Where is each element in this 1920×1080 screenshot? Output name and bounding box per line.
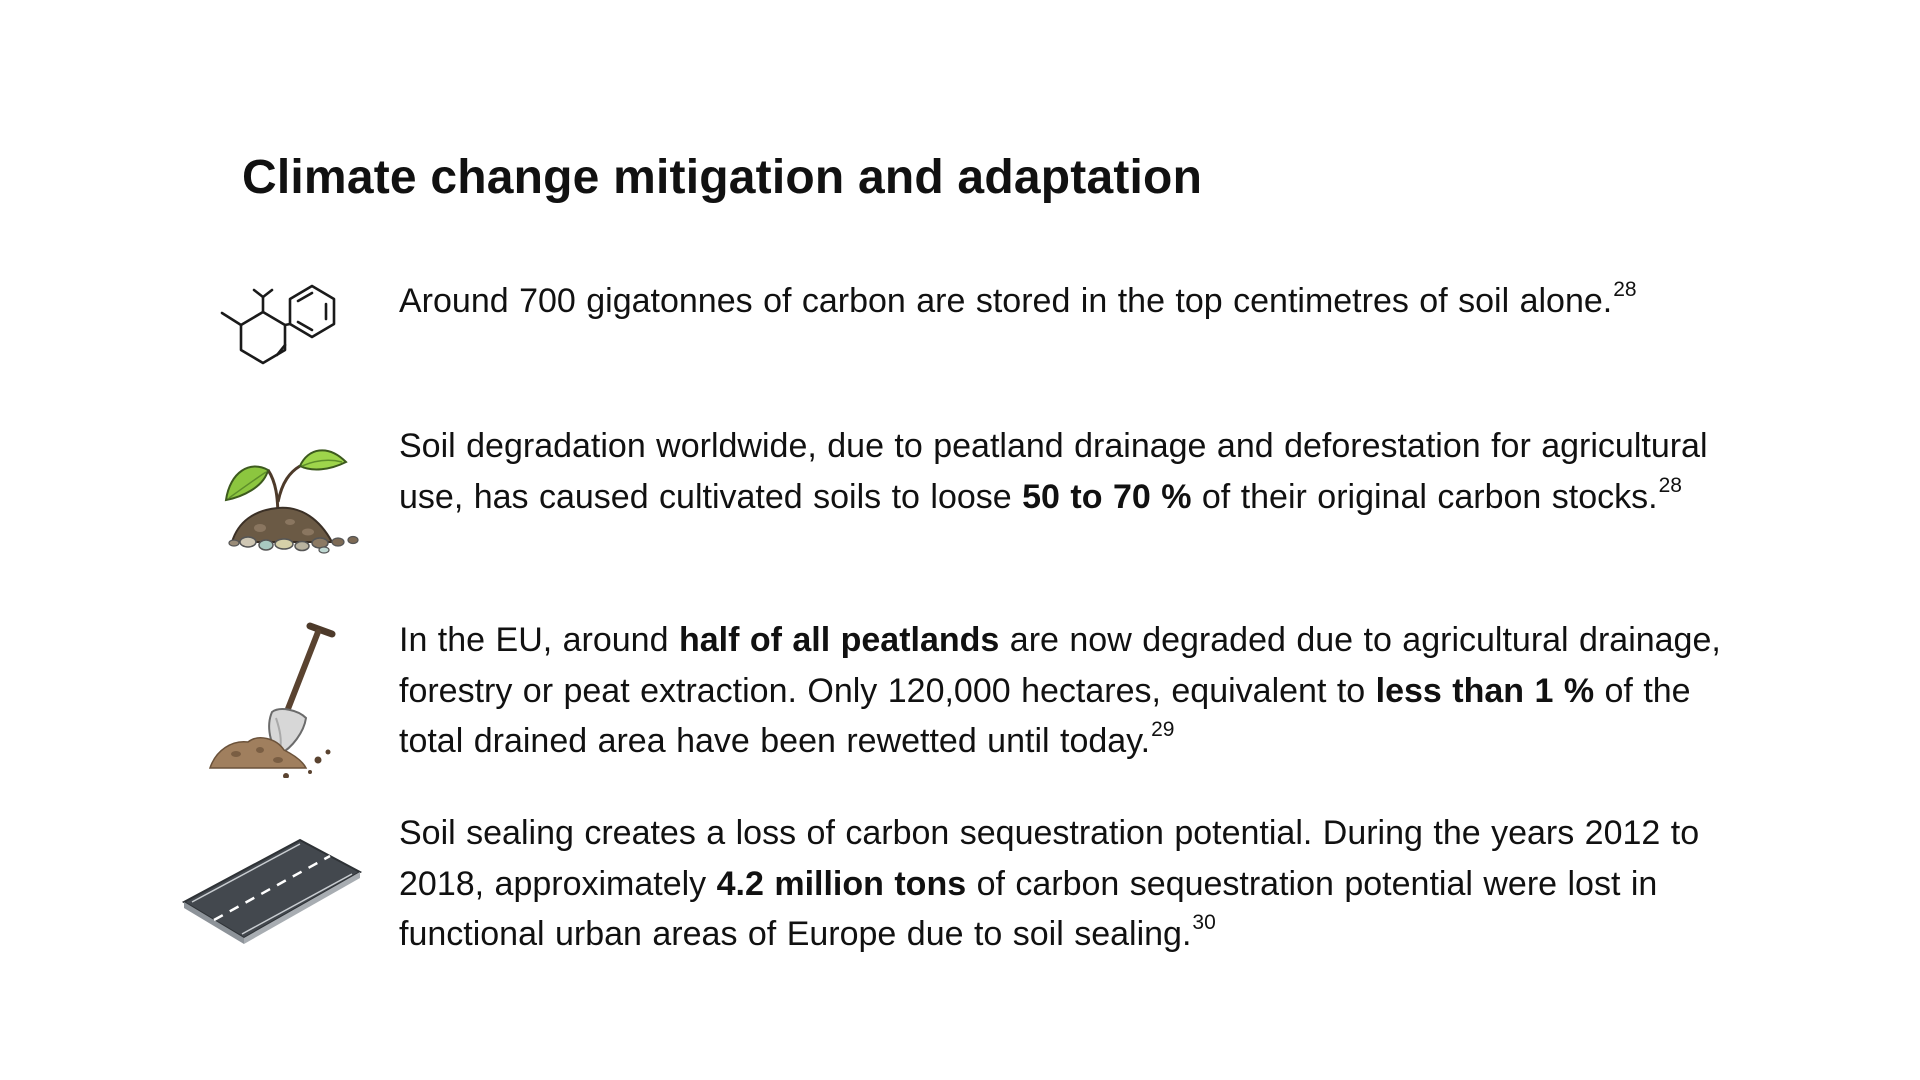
fact-text: In the EU, around [399,621,679,659]
highlight-value: 50 to 70 % [1022,477,1192,516]
road-icon [182,838,364,948]
page-title: Climate change mitigation and adaptation [242,151,1203,204]
fact-text: of their original carbon stocks. [1191,477,1658,516]
seedling-soil-icon [220,442,360,554]
fact-text: of carbon sequestration potential were lost in functional urban areas of Europe due to soil sealing. [399,864,1658,953]
fact-text: are now degraded due to agricultural drainage, forestry or peat extraction. Only 120,000 hectares, equivalent to [399,621,1721,710]
footnote-ref: 29 [1151,718,1175,741]
fact-text: Around 700 gigatonnes of carbon are stored in the top centimetres of soil alone. [399,282,1613,320]
fact-text: Soil degradation worldwide, due to peatland drainage and deforestation for agricultural use, has caused cultivated soils to loose [399,427,1708,516]
highlight-value: 4.2 million tons [716,864,967,903]
shovel-icon [206,622,336,778]
footnote-ref: 30 [1192,911,1216,934]
fact-text: of the total drained area have been rewetted until today. [399,671,1691,760]
footnote-ref: 28 [1658,473,1682,497]
fact-text: Soil sealing creates a loss of carbon sequestration potential. During the years 2012 to 2018, approximately [399,814,1700,903]
molecule-icon [218,282,344,378]
footnote-ref: 28 [1613,278,1637,301]
highlight-value: less than 1 % [1375,671,1595,710]
highlight-value: half of all peatlands [678,621,1000,659]
